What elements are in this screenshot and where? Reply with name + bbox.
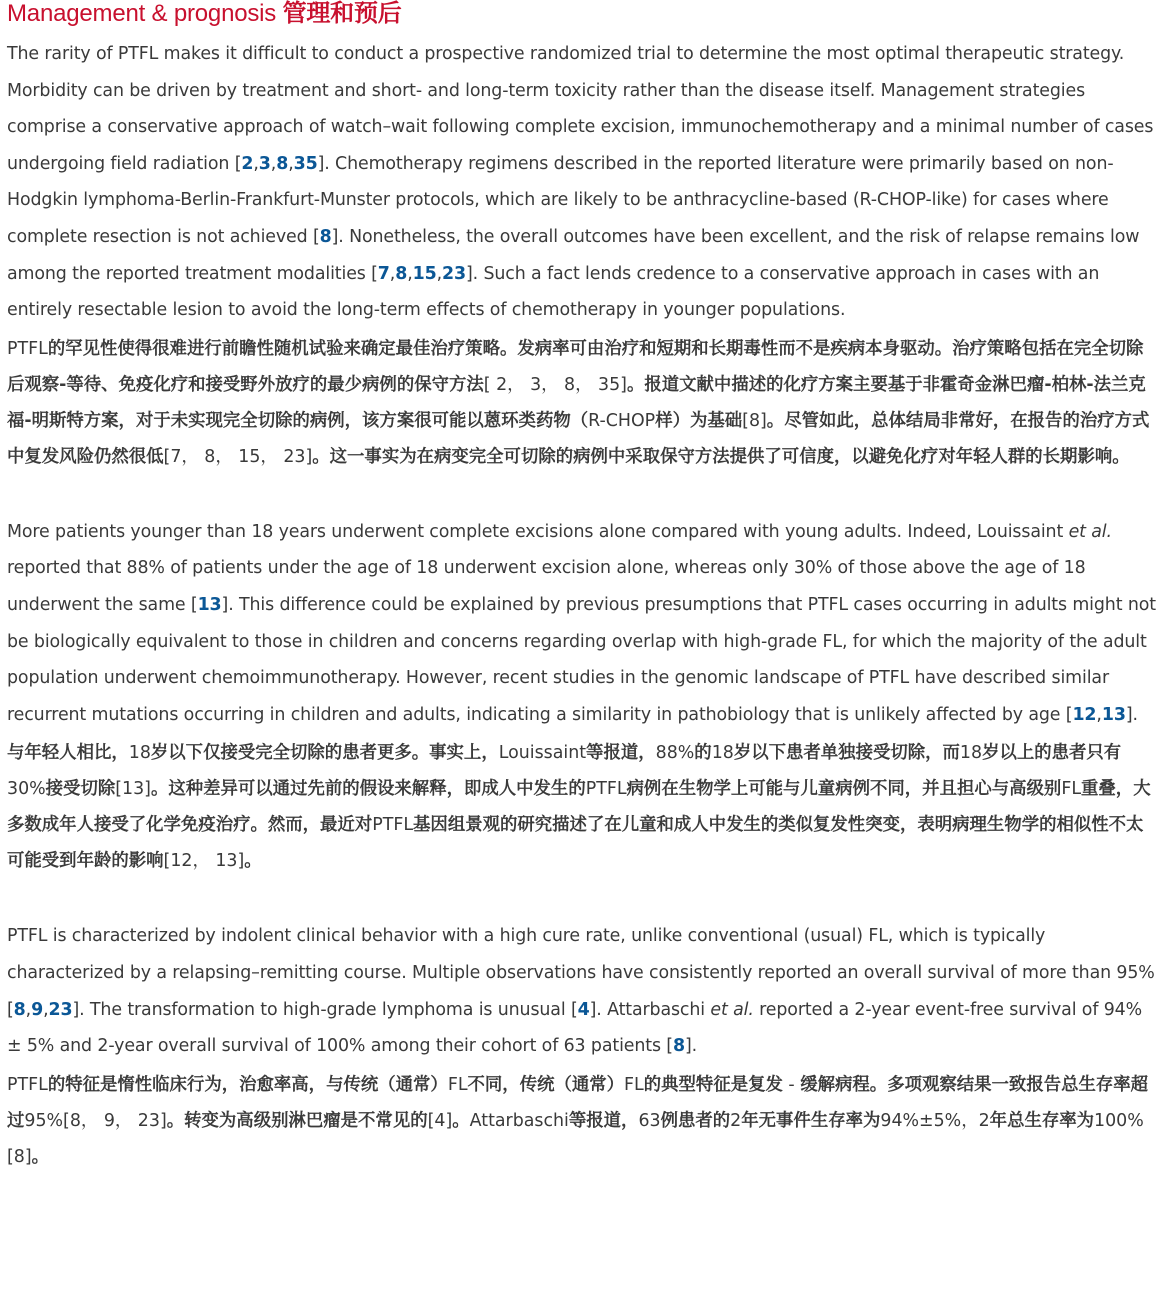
text: , bbox=[288, 153, 294, 174]
text: 。转变为高级别淋巴瘤是不常见的 bbox=[166, 1110, 428, 1131]
text: Louissaint bbox=[498, 743, 587, 764]
text: PTFL bbox=[7, 1074, 48, 1095]
paragraph-spacer bbox=[7, 879, 1156, 909]
text: reported that 88% of patients under the age of 18 underwent excision alone, whereas only 30% of those above the age of 18 underwent the same [ bbox=[7, 558, 1086, 615]
text: 的特征是惰性临床行为，治愈率高，与传统（通常） bbox=[47, 1074, 448, 1095]
text: - bbox=[782, 1074, 801, 1095]
text: More patients younger than 18 years underwent complete excisions alone compared with young adults. Indeed, Louissaint bbox=[7, 521, 1069, 542]
text: 岁以下仅接受完全切除的患者更多。事实上， bbox=[150, 743, 499, 764]
text: PTFL is characterized by indolent clinical behavior with a high cure rate, unlike conventional (usual) FL, which is typically characterized by a relapsing–remitting course. Multiple observations have consistently reported an overall survival of more than 95% [ bbox=[7, 926, 1155, 1020]
reference-link[interactable]: 8 bbox=[319, 226, 332, 247]
text: [7， 8， 15， 23] bbox=[163, 446, 313, 467]
text: , bbox=[270, 153, 277, 174]
reference-link[interactable]: 8 bbox=[13, 999, 26, 1020]
text: 的典型特征是复发 bbox=[643, 1074, 783, 1095]
text: 基因组景观的研究描述了在儿童和成人中发生的类似复发性突变，表明病理生物学的相似性不太可能受到年龄的影响 bbox=[7, 815, 1144, 872]
text: 等报道， bbox=[586, 743, 656, 764]
text: 岁以上的患者只有 bbox=[982, 743, 1122, 764]
italic-text: et al. bbox=[1068, 521, 1112, 542]
text: 。这一事实为在病变完全可切除的病例中采取保守方法提供了可信度，以避免化疗对年轻人群的长期影响。 bbox=[312, 446, 1130, 467]
reference-link[interactable]: 13 bbox=[1101, 704, 1126, 725]
paragraph-cn-3 bbox=[7, 1067, 1156, 1175]
text: 。 bbox=[452, 1110, 470, 1131]
text: 的罕见性使得很难进行前瞻性随机试验来确定最佳治疗策略。发病率可由治疗和短期和长期毒性而不是疾病本身驱动。治疗策略包括在完全切除后观察-等待、免疫化疗和接受野外放疗的最少病例的保守方法 bbox=[7, 338, 1144, 395]
paragraph-cn-2 bbox=[7, 735, 1156, 879]
reference-link[interactable]: 7 bbox=[377, 263, 390, 284]
text: FL bbox=[624, 1074, 644, 1095]
section-heading bbox=[7, 0, 1156, 27]
reference-link[interactable]: 4 bbox=[577, 999, 590, 1020]
text: 88% bbox=[655, 743, 695, 764]
text: 18 bbox=[959, 743, 983, 764]
text: ]. bbox=[1125, 704, 1138, 725]
text: , bbox=[43, 999, 49, 1020]
reference-link[interactable]: 8 bbox=[672, 1036, 685, 1057]
text: 。 bbox=[31, 1146, 50, 1167]
text: , bbox=[407, 263, 413, 284]
text: [13] bbox=[115, 779, 151, 800]
text: 63 bbox=[638, 1110, 661, 1131]
italic-text: et al. bbox=[710, 999, 754, 1020]
text: R-CHOP bbox=[588, 410, 656, 431]
text: 2 bbox=[730, 1110, 742, 1131]
text: 年总生存率为 bbox=[989, 1110, 1095, 1131]
reference-link[interactable]: 8 bbox=[276, 153, 289, 174]
text: 重叠，大多数成年人接受了化学免疫治疗。然而，最近对 bbox=[7, 779, 1151, 836]
text: 。尽管如此，总体结局非常好，在报告的治疗方式中复发风险仍然很低 bbox=[7, 410, 1150, 467]
text: ]. The transformation to high-grade lymphoma is unusual [ bbox=[72, 999, 578, 1020]
reference-link[interactable]: 15 bbox=[412, 263, 437, 284]
text: reported a 2-year event-free survival of 94% ± 5% and 2-year overall survival of 100% among their cohort of 63 patients [ bbox=[7, 999, 1143, 1057]
text: 与年轻人相比， bbox=[7, 743, 129, 764]
text: 年无事件生存率为 bbox=[741, 1110, 881, 1131]
text: , bbox=[389, 263, 396, 284]
reference-link[interactable]: 23 bbox=[48, 999, 73, 1020]
text: PTFL bbox=[585, 779, 627, 800]
section-title-cn: 管理和预后 bbox=[282, 0, 402, 27]
text: , bbox=[436, 263, 442, 284]
text: 30% bbox=[7, 779, 46, 800]
text: 94%±5%，2 bbox=[880, 1110, 990, 1131]
text: 18 bbox=[128, 743, 151, 764]
text: 病例在生物学上可能与儿童病例不同，并且担心与高级别 bbox=[626, 779, 1062, 800]
text: 缓解病程。多项观察结果一致报告总生存率超过 bbox=[7, 1074, 1149, 1131]
text: 岁以下患者单独接受切除，而 bbox=[733, 743, 960, 764]
text: 18 bbox=[711, 743, 734, 764]
text: FL bbox=[1061, 779, 1082, 800]
text: 样）为基础 bbox=[655, 410, 743, 431]
text: 不同，传统（通常） bbox=[467, 1074, 625, 1095]
reference-link[interactable]: 8 bbox=[395, 263, 408, 284]
paragraph-cn-1 bbox=[7, 331, 1156, 475]
text: Attarbaschi bbox=[469, 1110, 569, 1131]
text: 。报道文献中描述的化疗方案主要基于非霍奇金淋巴瘤-柏林-法兰克福-明斯特方案，对于未实现完全切除的病例，该方案很可能以蒽环类药物（ bbox=[7, 374, 1146, 431]
text: PTFL bbox=[372, 815, 414, 836]
text: 95%[8， 9， 23] bbox=[24, 1110, 167, 1131]
text: 。 bbox=[244, 851, 262, 872]
paragraph-en-3 bbox=[7, 918, 1156, 1064]
text: ]. Attarbaschi bbox=[589, 999, 711, 1020]
text: , bbox=[25, 999, 32, 1020]
text: [ 2， 3， 8， 35] bbox=[483, 374, 627, 395]
text: , bbox=[253, 153, 259, 174]
text: [8] bbox=[742, 410, 767, 431]
reference-link[interactable]: 12 bbox=[1072, 704, 1097, 725]
reference-link[interactable]: 35 bbox=[293, 153, 318, 174]
text: ]. Nonetheless, the overall outcomes have been excellent, and the risk of relapse remains low among the reported treatment modalities [ bbox=[7, 226, 1140, 284]
text: , bbox=[1096, 704, 1102, 725]
reference-link[interactable]: 13 bbox=[197, 594, 222, 615]
text: [12， 13] bbox=[163, 851, 245, 872]
text: FL bbox=[447, 1074, 468, 1095]
reference-link[interactable]: 23 bbox=[442, 263, 466, 284]
text: 例患者的 bbox=[660, 1110, 731, 1131]
paragraph-en-1 bbox=[7, 36, 1156, 329]
reference-link[interactable]: 3 bbox=[258, 153, 271, 174]
section-title-en: Management & prognosis bbox=[7, 0, 277, 27]
text: ]. Chemotherapy regimens described in the reported literature were primarily based on non-Hodgkin lymphoma-Berlin-Frankfurt-Munster protocols, which are likely to be anthracycline-based (R-CHOP-like) for cases where complete resection is not achieved [ bbox=[7, 153, 1114, 247]
text: ]. Such a fact lends credence to a conservative approach in cases with an entirely resectable lesion to avoid the long-term effects of chemotherapy in younger populations. bbox=[7, 263, 1100, 321]
paragraph-spacer bbox=[7, 475, 1156, 505]
text: [4] bbox=[427, 1110, 453, 1131]
text: 接受切除 bbox=[45, 779, 116, 800]
paragraph-en-2 bbox=[7, 514, 1156, 734]
text: ]. This difference could be explained by previous presumptions that PTFL cases occurring in adults might not be biologically equivalent to those in children and concerns regarding overlap with high-grade FL, for which the majority of the adult population underwent chemoimmunotherapy. However, recent studies in the genomic landscape of PTFL have described similar recurrent mutations occurring in children and adults, indicating a similarity in pathobiology that is unlikely affected by age [ bbox=[7, 594, 1156, 725]
text: 的 bbox=[694, 743, 712, 764]
reference-link[interactable]: 2 bbox=[241, 153, 254, 174]
text: ]. bbox=[684, 1036, 698, 1057]
text: PTFL bbox=[7, 338, 48, 359]
text: 等报道， bbox=[568, 1110, 639, 1131]
text: 。这种差异可以通过先前的假设来解释，即成人中发生的 bbox=[150, 779, 586, 800]
text: 100%[8] bbox=[7, 1110, 1144, 1167]
text: The rarity of PTFL makes it difficult to conduct a prospective randomized trial to determine the most optimal therapeutic strategy. Morbidity can be driven by treatment and short- and long-term toxicity rather than the disease itself. Management strategies comprise a conservative approach of watch–wait following complete excision, immunochemotherapy and a minimal number of cases undergoing field radiation [ bbox=[7, 44, 1154, 174]
reference-link[interactable]: 9 bbox=[31, 999, 44, 1020]
